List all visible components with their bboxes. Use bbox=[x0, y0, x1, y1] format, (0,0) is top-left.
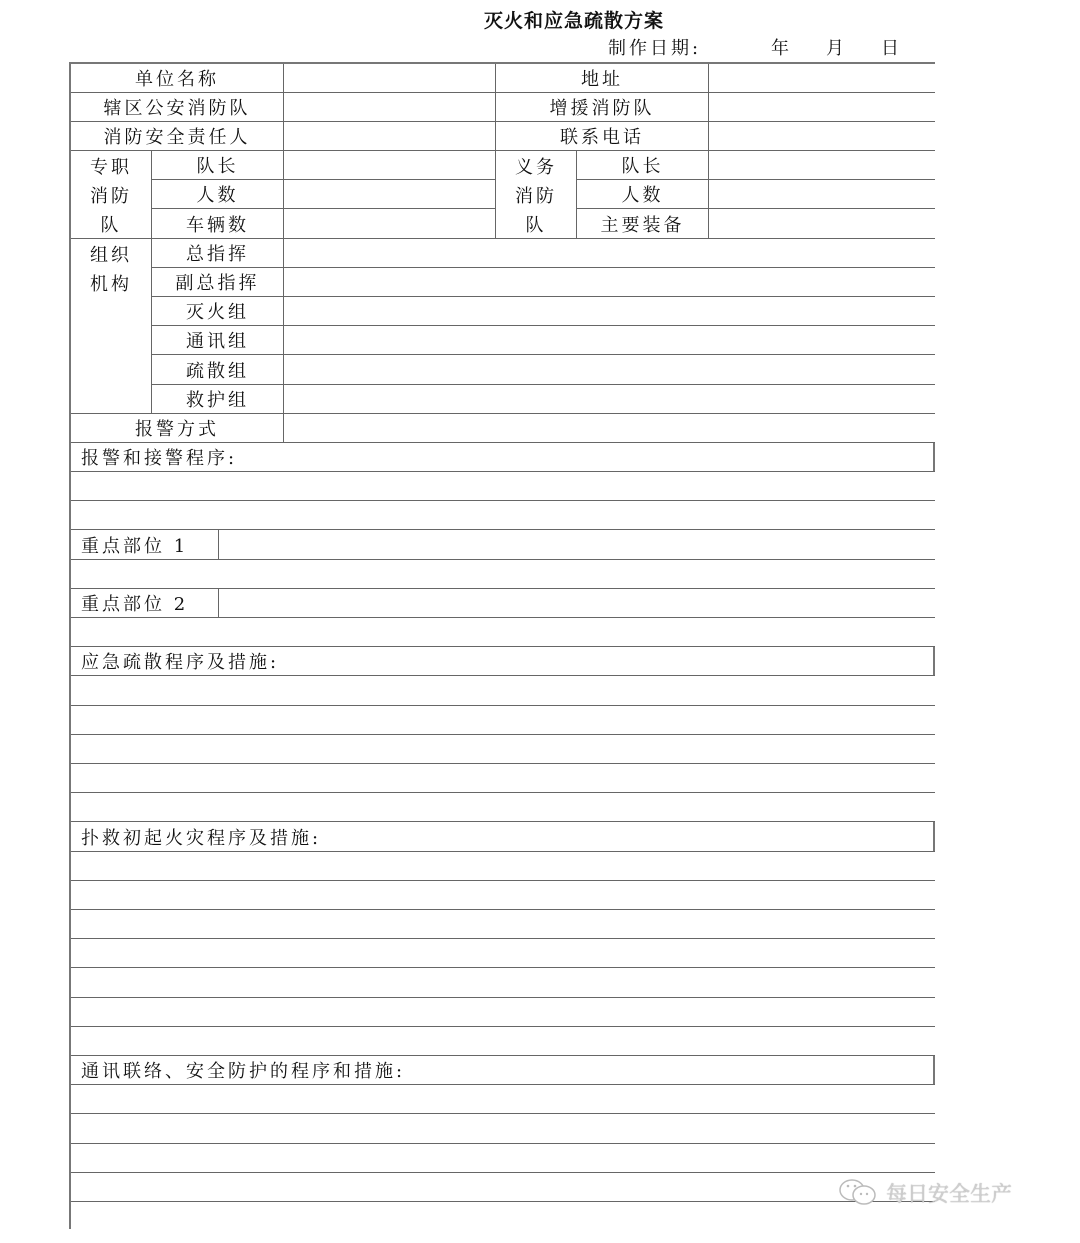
firefighting-line[interactable] bbox=[71, 1027, 935, 1056]
commander-field[interactable] bbox=[284, 239, 935, 268]
vol-headcount-label: 人数 bbox=[577, 180, 709, 209]
date-label: 制作日期: bbox=[608, 38, 702, 59]
pro-vehicles-field[interactable] bbox=[284, 209, 496, 239]
wechat-icon bbox=[838, 1178, 880, 1208]
alarm-method-label: 报警方式 bbox=[71, 414, 284, 443]
date-day: 日 bbox=[881, 38, 902, 59]
alarm-procedure-heading: 报警和接警程序: bbox=[71, 443, 935, 472]
vol-equipment-label: 主要装备 bbox=[577, 209, 709, 239]
communication-group-field[interactable] bbox=[284, 326, 935, 355]
firefighting-line[interactable] bbox=[71, 968, 935, 998]
evacuation-group-field[interactable] bbox=[284, 355, 935, 385]
vol-headcount-field[interactable] bbox=[709, 180, 935, 209]
evacuation-line[interactable] bbox=[71, 706, 935, 735]
address-label: 地址 bbox=[496, 64, 709, 93]
deputy-commander-label: 副总指挥 bbox=[152, 268, 284, 297]
watermark-text: 每日安全生产 bbox=[886, 1182, 1012, 1206]
unit-name-field[interactable] bbox=[284, 64, 496, 93]
key-part-2-label: 重点部位 2 bbox=[71, 589, 219, 618]
communication-line[interactable] bbox=[71, 1085, 935, 1114]
pro-captain-field[interactable] bbox=[284, 151, 496, 180]
key-part-1-line[interactable] bbox=[71, 560, 935, 589]
alarm-procedure-line[interactable] bbox=[71, 472, 935, 501]
contact-phone-field[interactable] bbox=[709, 122, 935, 151]
group-label-line: 组织 bbox=[90, 245, 132, 266]
document-title: 灭火和应急疏散方案 bbox=[483, 10, 664, 32]
firefighting-line[interactable] bbox=[71, 998, 935, 1027]
pro-captain-label: 队长 bbox=[152, 151, 284, 180]
plan-form-table bbox=[69, 62, 935, 1229]
safety-officer-label: 消防安全责任人 bbox=[71, 122, 284, 151]
key-part-1-label: 重点部位 1 bbox=[71, 530, 219, 560]
date-year: 年 bbox=[771, 38, 792, 59]
pro-vehicles-label: 车辆数 bbox=[152, 209, 284, 239]
group-label-line: 消防 bbox=[515, 186, 557, 207]
vol-captain-field[interactable] bbox=[709, 151, 935, 180]
communication-line[interactable] bbox=[71, 1173, 935, 1202]
vol-captain-label: 队长 bbox=[577, 151, 709, 180]
address-field[interactable] bbox=[709, 64, 935, 93]
local-fire-brigade-label: 辖区公安消防队 bbox=[71, 93, 284, 122]
key-part-2-field[interactable] bbox=[219, 589, 935, 618]
vol-equipment-field[interactable] bbox=[709, 209, 935, 239]
commander-label: 总指挥 bbox=[152, 239, 284, 268]
evacuation-line[interactable] bbox=[71, 764, 935, 793]
local-fire-brigade-field[interactable] bbox=[284, 93, 496, 122]
evacuation-line[interactable] bbox=[71, 793, 935, 822]
group-label-line: 专职 bbox=[90, 157, 132, 178]
communication-line[interactable] bbox=[71, 1114, 935, 1144]
rescue-group-field[interactable] bbox=[284, 385, 935, 414]
evacuation-line[interactable] bbox=[71, 676, 935, 706]
communication-line[interactable] bbox=[71, 1144, 935, 1173]
firefighting-line[interactable] bbox=[71, 939, 935, 968]
firefighting-group-field[interactable] bbox=[284, 297, 935, 326]
group-label-line: 消防 bbox=[90, 186, 132, 207]
pro-headcount-label: 人数 bbox=[152, 180, 284, 209]
alarm-procedure-line[interactable] bbox=[71, 501, 935, 530]
group-label-line: 队 bbox=[525, 215, 547, 236]
communication-group-label: 通讯组 bbox=[152, 326, 284, 355]
group-label-line: 队 bbox=[100, 215, 122, 236]
deputy-commander-field[interactable] bbox=[284, 268, 935, 297]
professional-team-label bbox=[71, 151, 152, 239]
group-label-line: 机构 bbox=[90, 274, 132, 295]
volunteer-team-label bbox=[496, 151, 577, 239]
firefighting-group-label: 灭火组 bbox=[152, 297, 284, 326]
firefighting-line[interactable] bbox=[71, 881, 935, 910]
communication-heading: 通讯联络、安全防护的程序和措施: bbox=[71, 1056, 935, 1085]
firefighting-line[interactable] bbox=[71, 910, 935, 939]
reinforcement-brigade-label: 增援消防队 bbox=[496, 93, 709, 122]
firefighting-heading: 扑救初起火灾程序及措施: bbox=[71, 822, 935, 852]
watermark bbox=[838, 1178, 1012, 1208]
evacuation-line[interactable] bbox=[71, 735, 935, 764]
rescue-group-label: 救护组 bbox=[152, 385, 284, 414]
organization-label bbox=[71, 239, 152, 414]
evacuation-group-label: 疏散组 bbox=[152, 355, 284, 385]
evacuation-heading: 应急疏散程序及措施: bbox=[71, 647, 935, 676]
firefighting-line[interactable] bbox=[71, 852, 935, 881]
key-part-2-line[interactable] bbox=[71, 618, 935, 647]
reinforcement-brigade-field[interactable] bbox=[709, 93, 935, 122]
safety-officer-field[interactable] bbox=[284, 122, 496, 151]
key-part-1-field[interactable] bbox=[219, 530, 935, 560]
group-label-line: 义务 bbox=[515, 157, 557, 178]
date-month: 月 bbox=[826, 38, 847, 59]
contact-phone-label: 联系电话 bbox=[496, 122, 709, 151]
communication-line[interactable] bbox=[71, 1202, 935, 1229]
unit-name-label: 单位名称 bbox=[71, 64, 284, 93]
pro-headcount-field[interactable] bbox=[284, 180, 496, 209]
alarm-method-field[interactable] bbox=[284, 414, 935, 443]
